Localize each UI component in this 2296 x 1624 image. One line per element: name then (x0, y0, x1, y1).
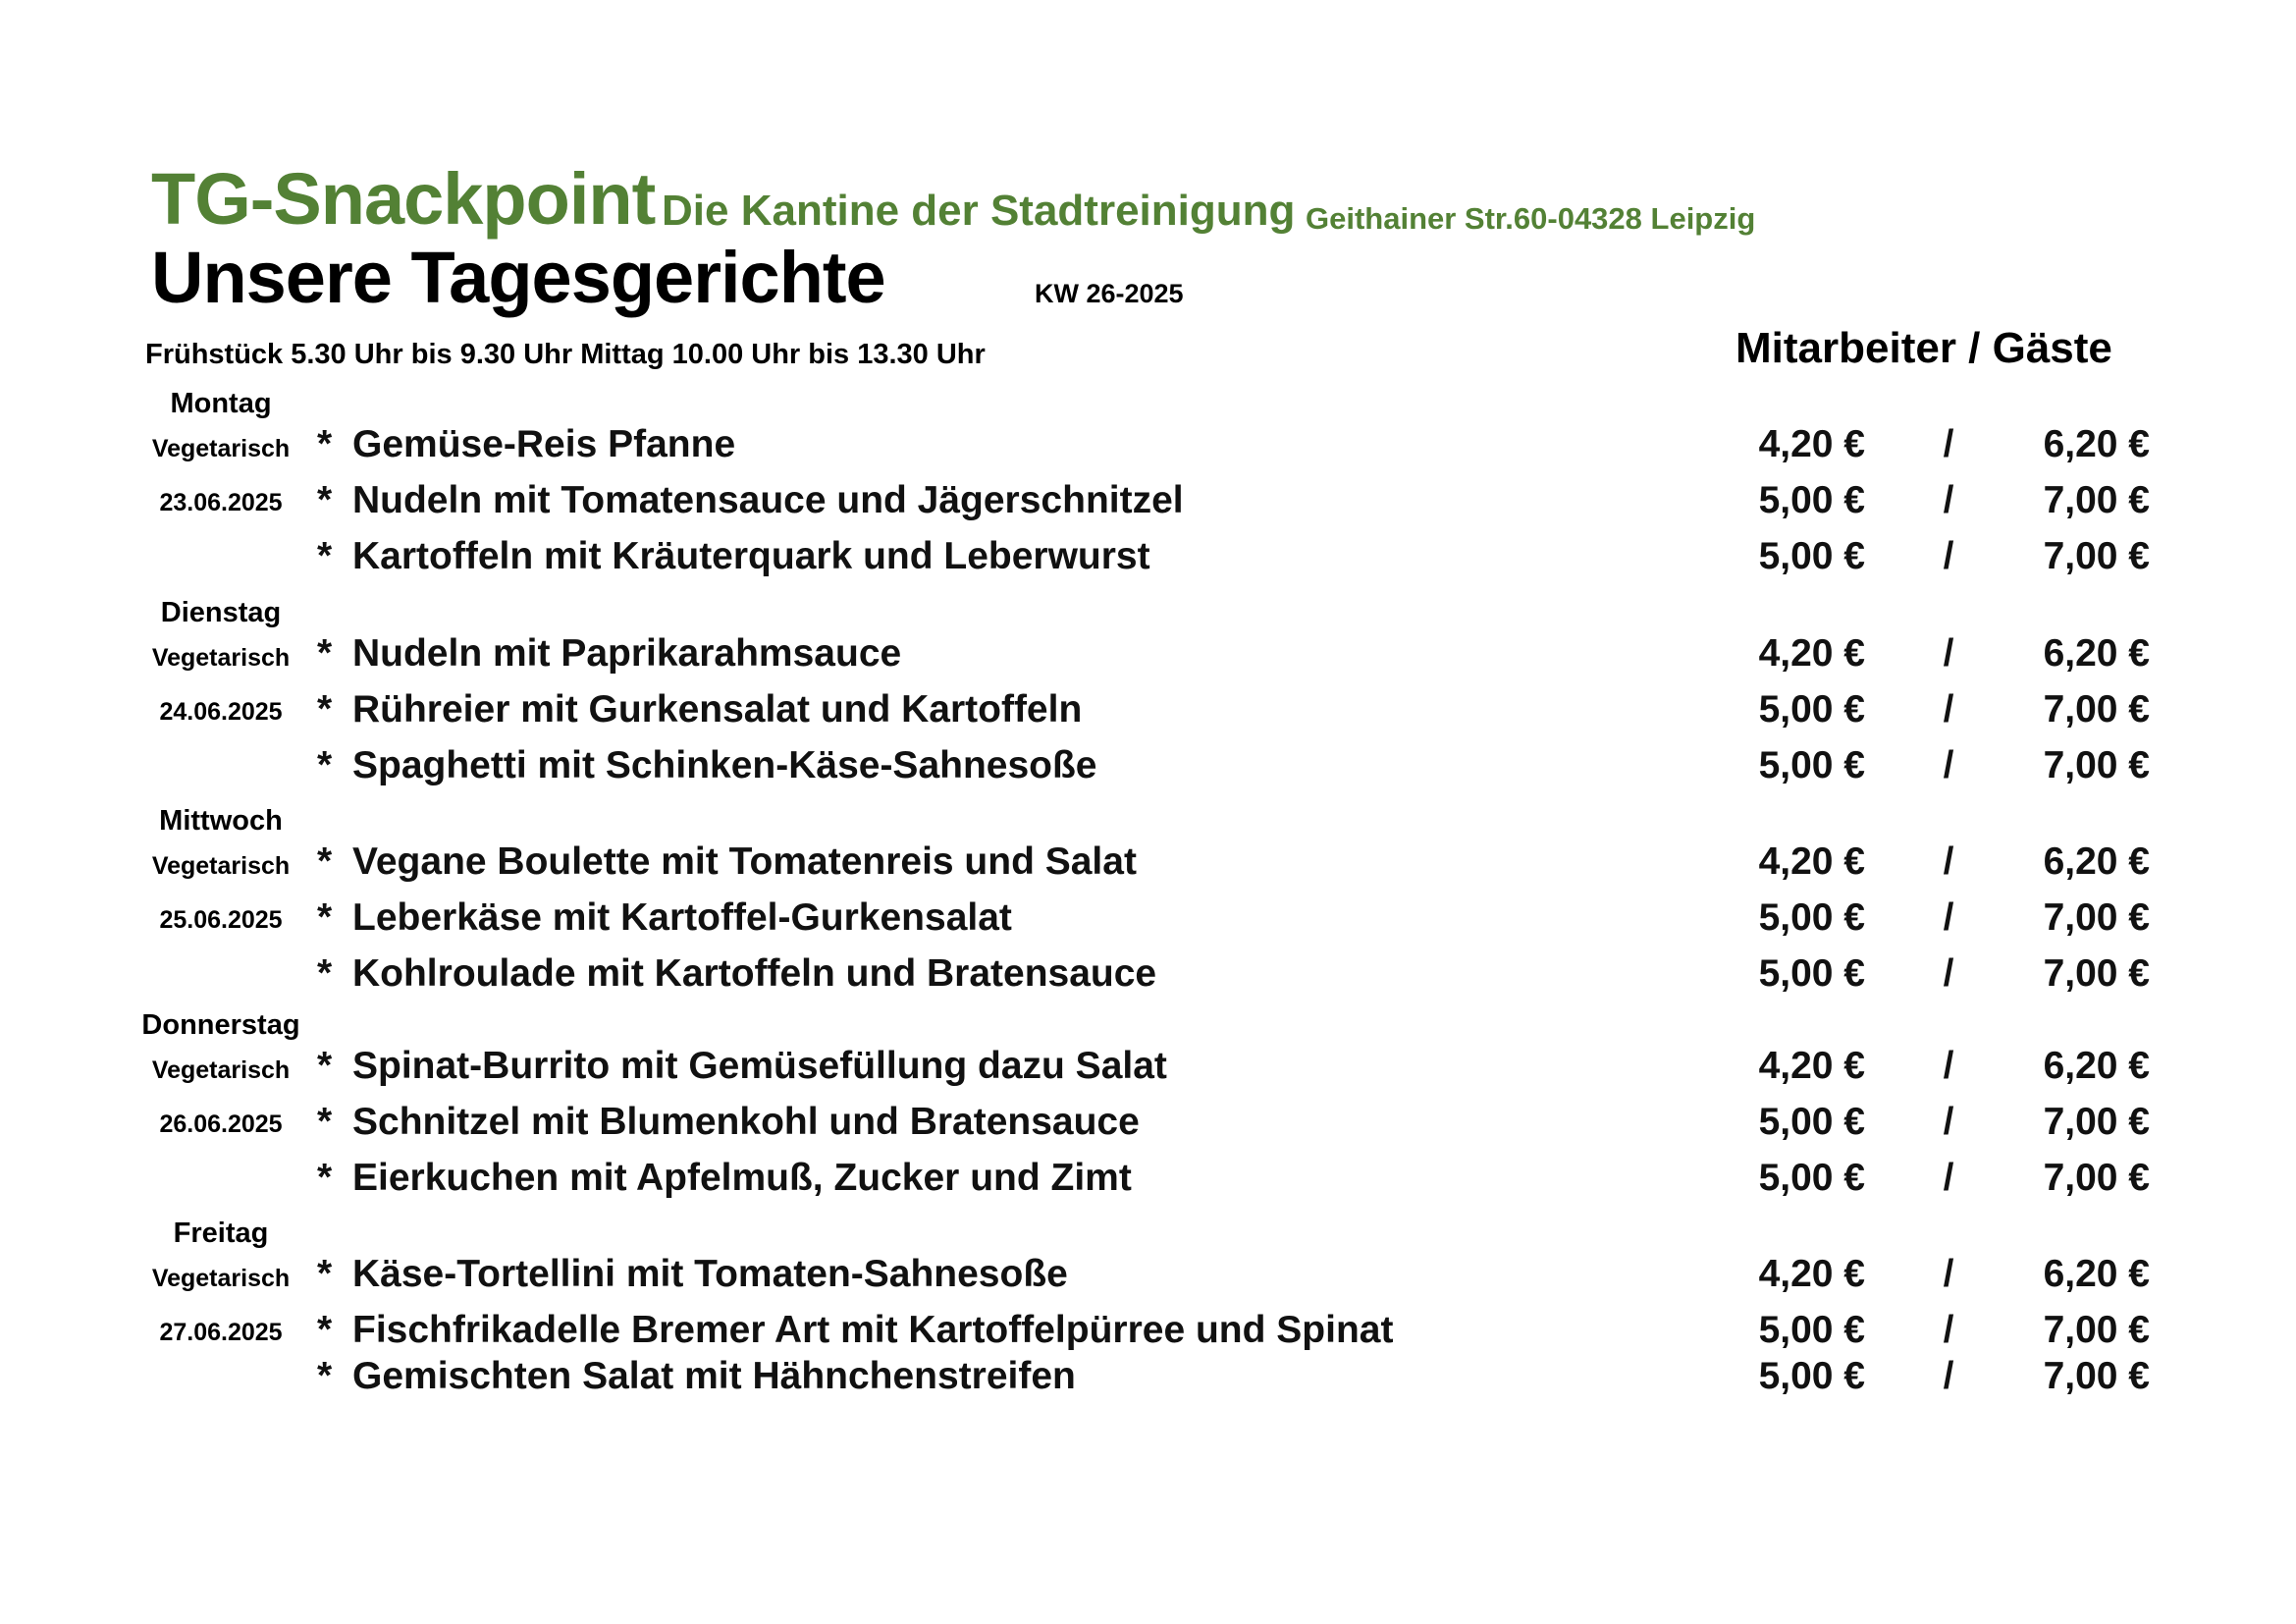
bullet-marker: * (317, 1253, 333, 1295)
price-staff: 5,00 € (1758, 744, 1865, 786)
menu-row (0, 952, 2296, 1001)
price-guest: 7,00 € (2043, 1309, 2150, 1351)
dish-item (317, 744, 1097, 787)
dish-name: Rühreier mit Gurkensalat und Kartoffeln (352, 688, 1083, 731)
price-column-header: Mitarbeiter / Gäste (1735, 324, 2112, 372)
day-date: 23.06.2025 (159, 489, 283, 516)
menu-row (0, 1157, 2296, 1206)
day-name: Freitag (173, 1218, 269, 1249)
menu-row (0, 1309, 2296, 1358)
dish-item (317, 1101, 1140, 1144)
price-separator: / (1943, 896, 1954, 939)
menu-row (0, 479, 2296, 528)
menu-row (0, 1045, 2296, 1094)
dish-name: Schnitzel mit Blumenkohl und Bratensauce (352, 1101, 1140, 1143)
bullet-marker: * (317, 840, 333, 883)
dish-name: Kartoffeln mit Kräuterquark und Leberwurst (352, 535, 1150, 577)
day-name: Montag (170, 388, 272, 419)
price-staff: 4,20 € (1758, 423, 1865, 465)
dish-name: Gemüse-Reis Pfanne (352, 423, 736, 465)
dish-item (317, 1157, 1132, 1200)
dish-item (317, 1355, 1076, 1398)
week-label: KW 26-2025 (1035, 279, 1184, 308)
day-date: 24.06.2025 (159, 698, 283, 726)
price-guest: 6,20 € (2043, 632, 2150, 675)
dish-name: Leberkäse mit Kartoffel-Gurkensalat (352, 896, 1012, 939)
day-date: 25.06.2025 (159, 906, 283, 934)
price-staff: 5,00 € (1758, 535, 1865, 577)
price-separator: / (1943, 479, 1954, 521)
price-staff: 5,00 € (1758, 896, 1865, 939)
dish-name: Vegane Boulette mit Tomatenreis und Salat (352, 840, 1137, 883)
price-staff: 5,00 € (1758, 952, 1865, 995)
menu-row (0, 688, 2296, 737)
dish-name: Gemischten Salat mit Hähnchenstreifen (352, 1355, 1076, 1397)
brand-title: TG-Snackpoint (151, 158, 656, 240)
dish-item (317, 840, 1137, 884)
price-separator: / (1943, 1157, 1954, 1199)
day-date: 26.06.2025 (159, 1110, 283, 1138)
address: Geithainer Str.60-04328 Leipzig (1306, 201, 1756, 236)
price-separator: / (1943, 744, 1954, 786)
price-separator: / (1943, 688, 1954, 731)
price-staff: 4,20 € (1758, 1045, 1865, 1087)
price-separator: / (1943, 632, 1954, 675)
price-separator: / (1943, 1355, 1954, 1397)
price-staff: 5,00 € (1758, 1355, 1865, 1397)
bullet-marker: * (317, 535, 333, 577)
vegetarian-label: Vegetarisch (151, 644, 291, 672)
vegetarian-label: Vegetarisch (151, 1056, 291, 1084)
subtitle: Die Kantine der Stadtreinigung (662, 187, 1296, 235)
bullet-marker: * (317, 952, 333, 995)
price-staff: 5,00 € (1758, 1157, 1865, 1199)
price-separator: / (1943, 1253, 1954, 1295)
bullet-marker: * (317, 1309, 333, 1351)
dish-item (317, 1309, 1393, 1352)
price-staff: 5,00 € (1758, 1309, 1865, 1351)
vegetarian-label: Vegetarisch (151, 852, 291, 880)
bullet-marker: * (317, 1045, 333, 1087)
bullet-marker: * (317, 479, 333, 521)
bullet-marker: * (317, 423, 333, 465)
price-separator: / (1943, 423, 1954, 465)
bullet-marker: * (317, 632, 333, 675)
dish-item (317, 423, 735, 466)
dish-name: Spinat-Burrito mit Gemüsefüllung dazu Salat (352, 1045, 1167, 1087)
price-separator: / (1943, 1101, 1954, 1143)
dish-name: Nudeln mit Paprikarahmsauce (352, 632, 902, 675)
menu-row (0, 1101, 2296, 1150)
price-staff: 5,00 € (1758, 479, 1865, 521)
menu-row (0, 535, 2296, 584)
dish-item (317, 688, 1082, 731)
menu-row (0, 423, 2296, 472)
menu-row (0, 1355, 2296, 1404)
price-staff: 4,20 € (1758, 840, 1865, 883)
bullet-marker: * (317, 1101, 333, 1143)
price-staff: 5,00 € (1758, 1101, 1865, 1143)
vegetarian-label: Vegetarisch (151, 435, 291, 462)
price-separator: / (1943, 1309, 1954, 1351)
price-staff: 4,20 € (1758, 1253, 1865, 1295)
day-date: 27.06.2025 (159, 1319, 283, 1346)
menu-row (0, 1253, 2296, 1302)
price-guest: 6,20 € (2043, 423, 2150, 465)
price-staff: 4,20 € (1758, 632, 1865, 675)
price-guest: 7,00 € (2043, 535, 2150, 577)
dish-name: Käse-Tortellini mit Tomaten-Sahnesoße (352, 1253, 1068, 1295)
price-staff: 5,00 € (1758, 688, 1865, 731)
price-guest: 7,00 € (2043, 1157, 2150, 1199)
price-guest: 6,20 € (2043, 1045, 2150, 1087)
bullet-marker: * (317, 1355, 333, 1397)
dish-item (317, 535, 1150, 578)
price-separator: / (1943, 952, 1954, 995)
day-name: Mittwoch (159, 805, 283, 837)
price-guest: 6,20 € (2043, 840, 2150, 883)
dish-item (317, 479, 1184, 522)
price-guest: 7,00 € (2043, 744, 2150, 786)
opening-hours: Frühstück 5.30 Uhr bis 9.30 Uhr Mittag 10.00 Uhr bis 13.30 Uhr (145, 339, 986, 370)
price-guest: 7,00 € (2043, 952, 2150, 995)
bullet-marker: * (317, 896, 333, 939)
price-guest: 7,00 € (2043, 1355, 2150, 1397)
dish-item (317, 952, 1156, 996)
vegetarian-label: Vegetarisch (151, 1265, 291, 1292)
price-guest: 6,20 € (2043, 1253, 2150, 1295)
price-separator: / (1943, 840, 1954, 883)
day-name: Dienstag (160, 597, 282, 628)
dish-name: Kohlroulade mit Kartoffeln und Bratensauce (352, 952, 1157, 995)
page-title: Unsere Tagesgerichte (151, 237, 885, 318)
price-guest: 7,00 € (2043, 688, 2150, 731)
price-guest: 7,00 € (2043, 1101, 2150, 1143)
price-separator: / (1943, 1045, 1954, 1087)
price-guest: 7,00 € (2043, 896, 2150, 939)
bullet-marker: * (317, 1157, 333, 1199)
price-separator: / (1943, 535, 1954, 577)
dish-item (317, 1045, 1167, 1088)
dish-name: Nudeln mit Tomatensauce und Jägerschnitzel (352, 479, 1184, 521)
menu-row (0, 632, 2296, 681)
day-name: Donnerstag (141, 1009, 300, 1041)
dish-name: Fischfrikadelle Bremer Art mit Kartoffelpürree und Spinat (352, 1309, 1394, 1351)
price-guest: 7,00 € (2043, 479, 2150, 521)
menu-row (0, 840, 2296, 890)
menu-row (0, 896, 2296, 946)
bullet-marker: * (317, 744, 333, 786)
dish-name: Spaghetti mit Schinken-Käse-Sahnesoße (352, 744, 1097, 786)
dish-item (317, 632, 901, 676)
bullet-marker: * (317, 688, 333, 731)
dish-name: Eierkuchen mit Apfelmuß, Zucker und Zimt (352, 1157, 1132, 1199)
dish-item (317, 896, 1012, 940)
dish-item (317, 1253, 1068, 1296)
menu-row (0, 744, 2296, 793)
